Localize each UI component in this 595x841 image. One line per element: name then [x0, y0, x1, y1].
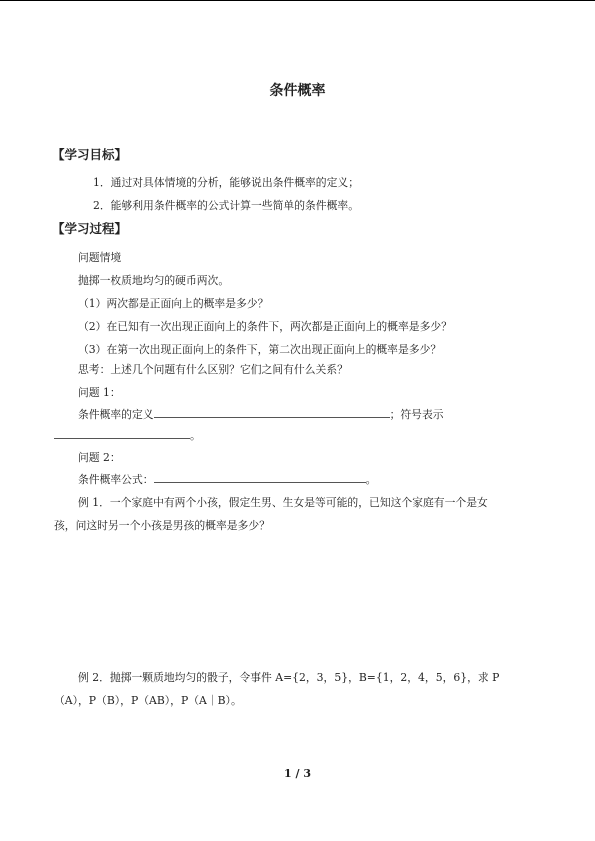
top-border: [0, 0, 595, 1]
definition-blank[interactable]: [154, 406, 390, 418]
symbol-line-end: 。: [190, 429, 201, 442]
scenario-title: 问题情境: [78, 251, 122, 264]
page-title: 条件概率: [269, 83, 326, 99]
problem-1-title: 问题 1：: [78, 386, 121, 399]
problem-2-title: 问题 2：: [78, 451, 121, 464]
think-question: 思考：上述几个问题有什么区别？它们之间有什么关系？: [78, 363, 348, 376]
example-1-line-2: 孩，问这时另一个小孩是男孩的概率是多少？: [54, 519, 270, 532]
example-1-line-1: 例 1．一个家庭中有两个小孩，假定生男、生女是等可能的，已知这个家庭有一个是女: [78, 496, 488, 509]
process-heading: 【学习过程】: [52, 221, 128, 236]
scenario-question-1: （1）两次都是正面向上的概率是多少？: [78, 297, 269, 310]
goal-item-2: 2．能够利用条件概率的公式计算一些简单的条件概率。: [93, 199, 359, 212]
goals-heading: 【学习目标】: [52, 147, 128, 162]
symbol-blank[interactable]: [54, 427, 190, 439]
scenario-intro: 抛掷一枚质地均匀的硬币两次。: [78, 274, 230, 287]
formula-blank[interactable]: [154, 471, 366, 483]
definition-line: [78, 406, 444, 422]
example-2-line-2: （A），P（B），P（AB），P（A｜B）。: [54, 694, 242, 707]
example-2-line-1: 例 2．抛掷一颗质地均匀的骰子，令事件 A={2，3，5}，B={1，2，4，5，6}，求 P: [78, 671, 500, 684]
definition-label: 条件概率的定义: [78, 408, 154, 421]
definition-symbol-label: ；符号表示: [389, 408, 444, 421]
symbol-line: [54, 427, 201, 443]
scenario-question-2: （2）在已知有一次出现正面向上的条件下，两次都是正面向上的概率是多少？: [78, 320, 452, 333]
formula-line-end: 。: [365, 473, 377, 486]
formula-label: 条件概率公式：: [78, 473, 154, 486]
page-number: 1 / 3: [284, 767, 311, 780]
scenario-question-3: （3）在第一次出现正面向上的条件下，第二次出现正面向上的概率是多少？: [78, 343, 442, 356]
formula-line: [78, 471, 376, 487]
goal-item-1: 1．通过对具体情境的分析，能够说出条件概率的定义；: [93, 176, 359, 189]
